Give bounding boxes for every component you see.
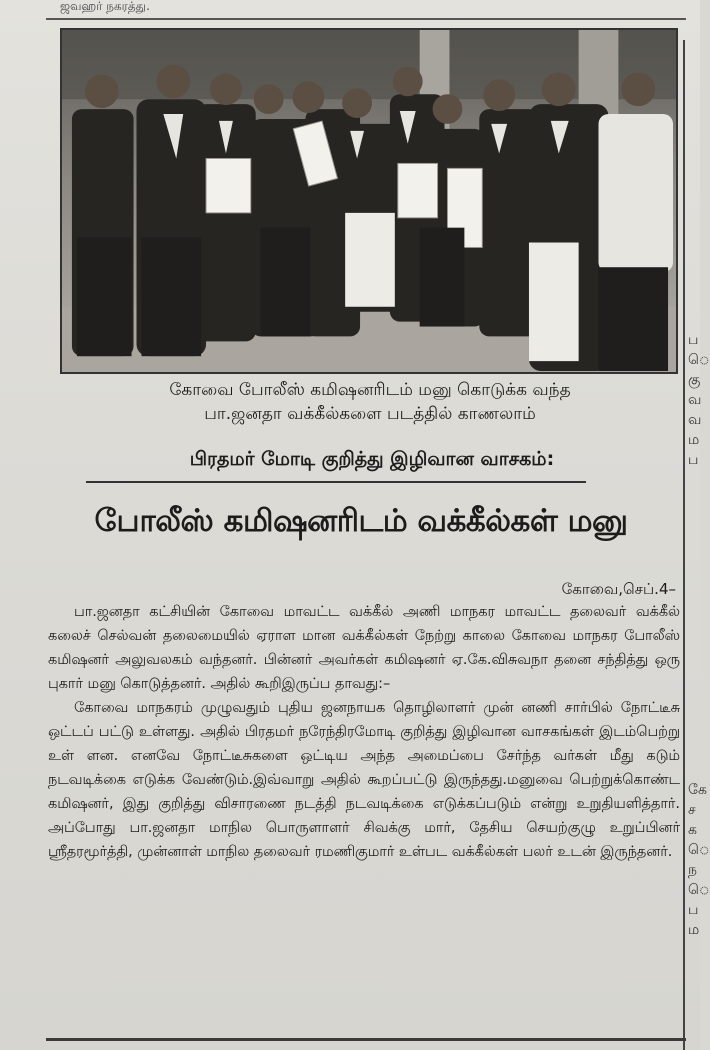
article-body bbox=[48, 600, 680, 864]
bottom-divider bbox=[46, 1038, 686, 1041]
caption-line-1: கோவை போலீஸ் கமிஷனரிடம் மனு கொடுக்க வந்த bbox=[169, 380, 571, 400]
top-divider bbox=[46, 18, 686, 20]
paragraph-1: பா.ஜனதா கட்சியின் கோவை மாவட்ட வக்கீல் அணி மாநகர மாவட்ட தலைவர் வக்கீல் கலைச் செல்வன் தலைமையில் ஏராள மான வக்கீல்கள் நேற்று காலை கோவை மாநகர போலீஸ் கமிஷனர் அலுவலகம் வந்தனர். பின்னர் அவர்கள் கமிஷனர் ஏ.கே.விசுவநா தனை சந்தித்து ஒரு புகார் மனு கொடுத்தனர். அதில் கூறிஇருப்ப தாவது:– bbox=[48, 604, 680, 692]
news-photo bbox=[60, 28, 678, 374]
kicker-underline bbox=[86, 481, 586, 483]
paragraph-2: கோவை மாநகரம் முழுவதும் புதிய ஜனநாயக தொழிலாளர் முன் னணி சார்பில் நோட்டீசு ஒட்டப் பட்டு உள்ளது. அதில் பிரதமர் நரேந்திரமோடி குறித்து இழிவான வாசகங்கள் இடம்பெற்று உள் ளன. எனவே நோட்டீசுகளை ஒட்டிய அந்த அமைப்பை சேர்ந்த வர்கள் மீது கடும் நடவடிக்கை எடுக்க வேண்டும்.இவ்வாறு அதில் கூறப்பட்டு இருந்தது.மனுவை பெற்றுக்கொண்ட கமிஷனர், இது குறித்து விசாரணை நடத்தி நடவடிக்கை எடுக்கப்படும் என்று உறுதியளித்தார். அப்போது பா.ஜனதா மாநில பொருளாளர் சிவக்கு மார், தேசிய செயற்குழு உறுப்பினர் ஸ்ரீதரமூர்த்தி, முன்னாள் மாநில தலைவர் ரமணிகுமார் உள்பட வக்கீல்கள் பலர் உடன் இருந்தனர். bbox=[48, 700, 680, 860]
adjacent-column-fragment-lower: கே ச க ெ ந ெ ப ம bbox=[688, 782, 710, 938]
dateline: கோவை,செப்.4– bbox=[561, 580, 676, 598]
photo-caption bbox=[60, 378, 680, 426]
previous-article-fragment: ஜவஹர் நகரத்து. bbox=[60, 0, 150, 13]
column-divider bbox=[683, 40, 685, 1050]
article-kicker: பிரதமர் மோடி குறித்து இழிவான வாசகம்: bbox=[189, 448, 555, 470]
caption-line-2: பா.ஜனதா வக்கீல்களை படத்தில் காணலாம் bbox=[204, 404, 536, 424]
adjacent-column-fragment: ப ெ கு வ வ ம ப bbox=[688, 332, 710, 468]
article-headline: போலீஸ் கமிஷனரிடம் வக்கீல்கள் மனு bbox=[94, 503, 628, 539]
